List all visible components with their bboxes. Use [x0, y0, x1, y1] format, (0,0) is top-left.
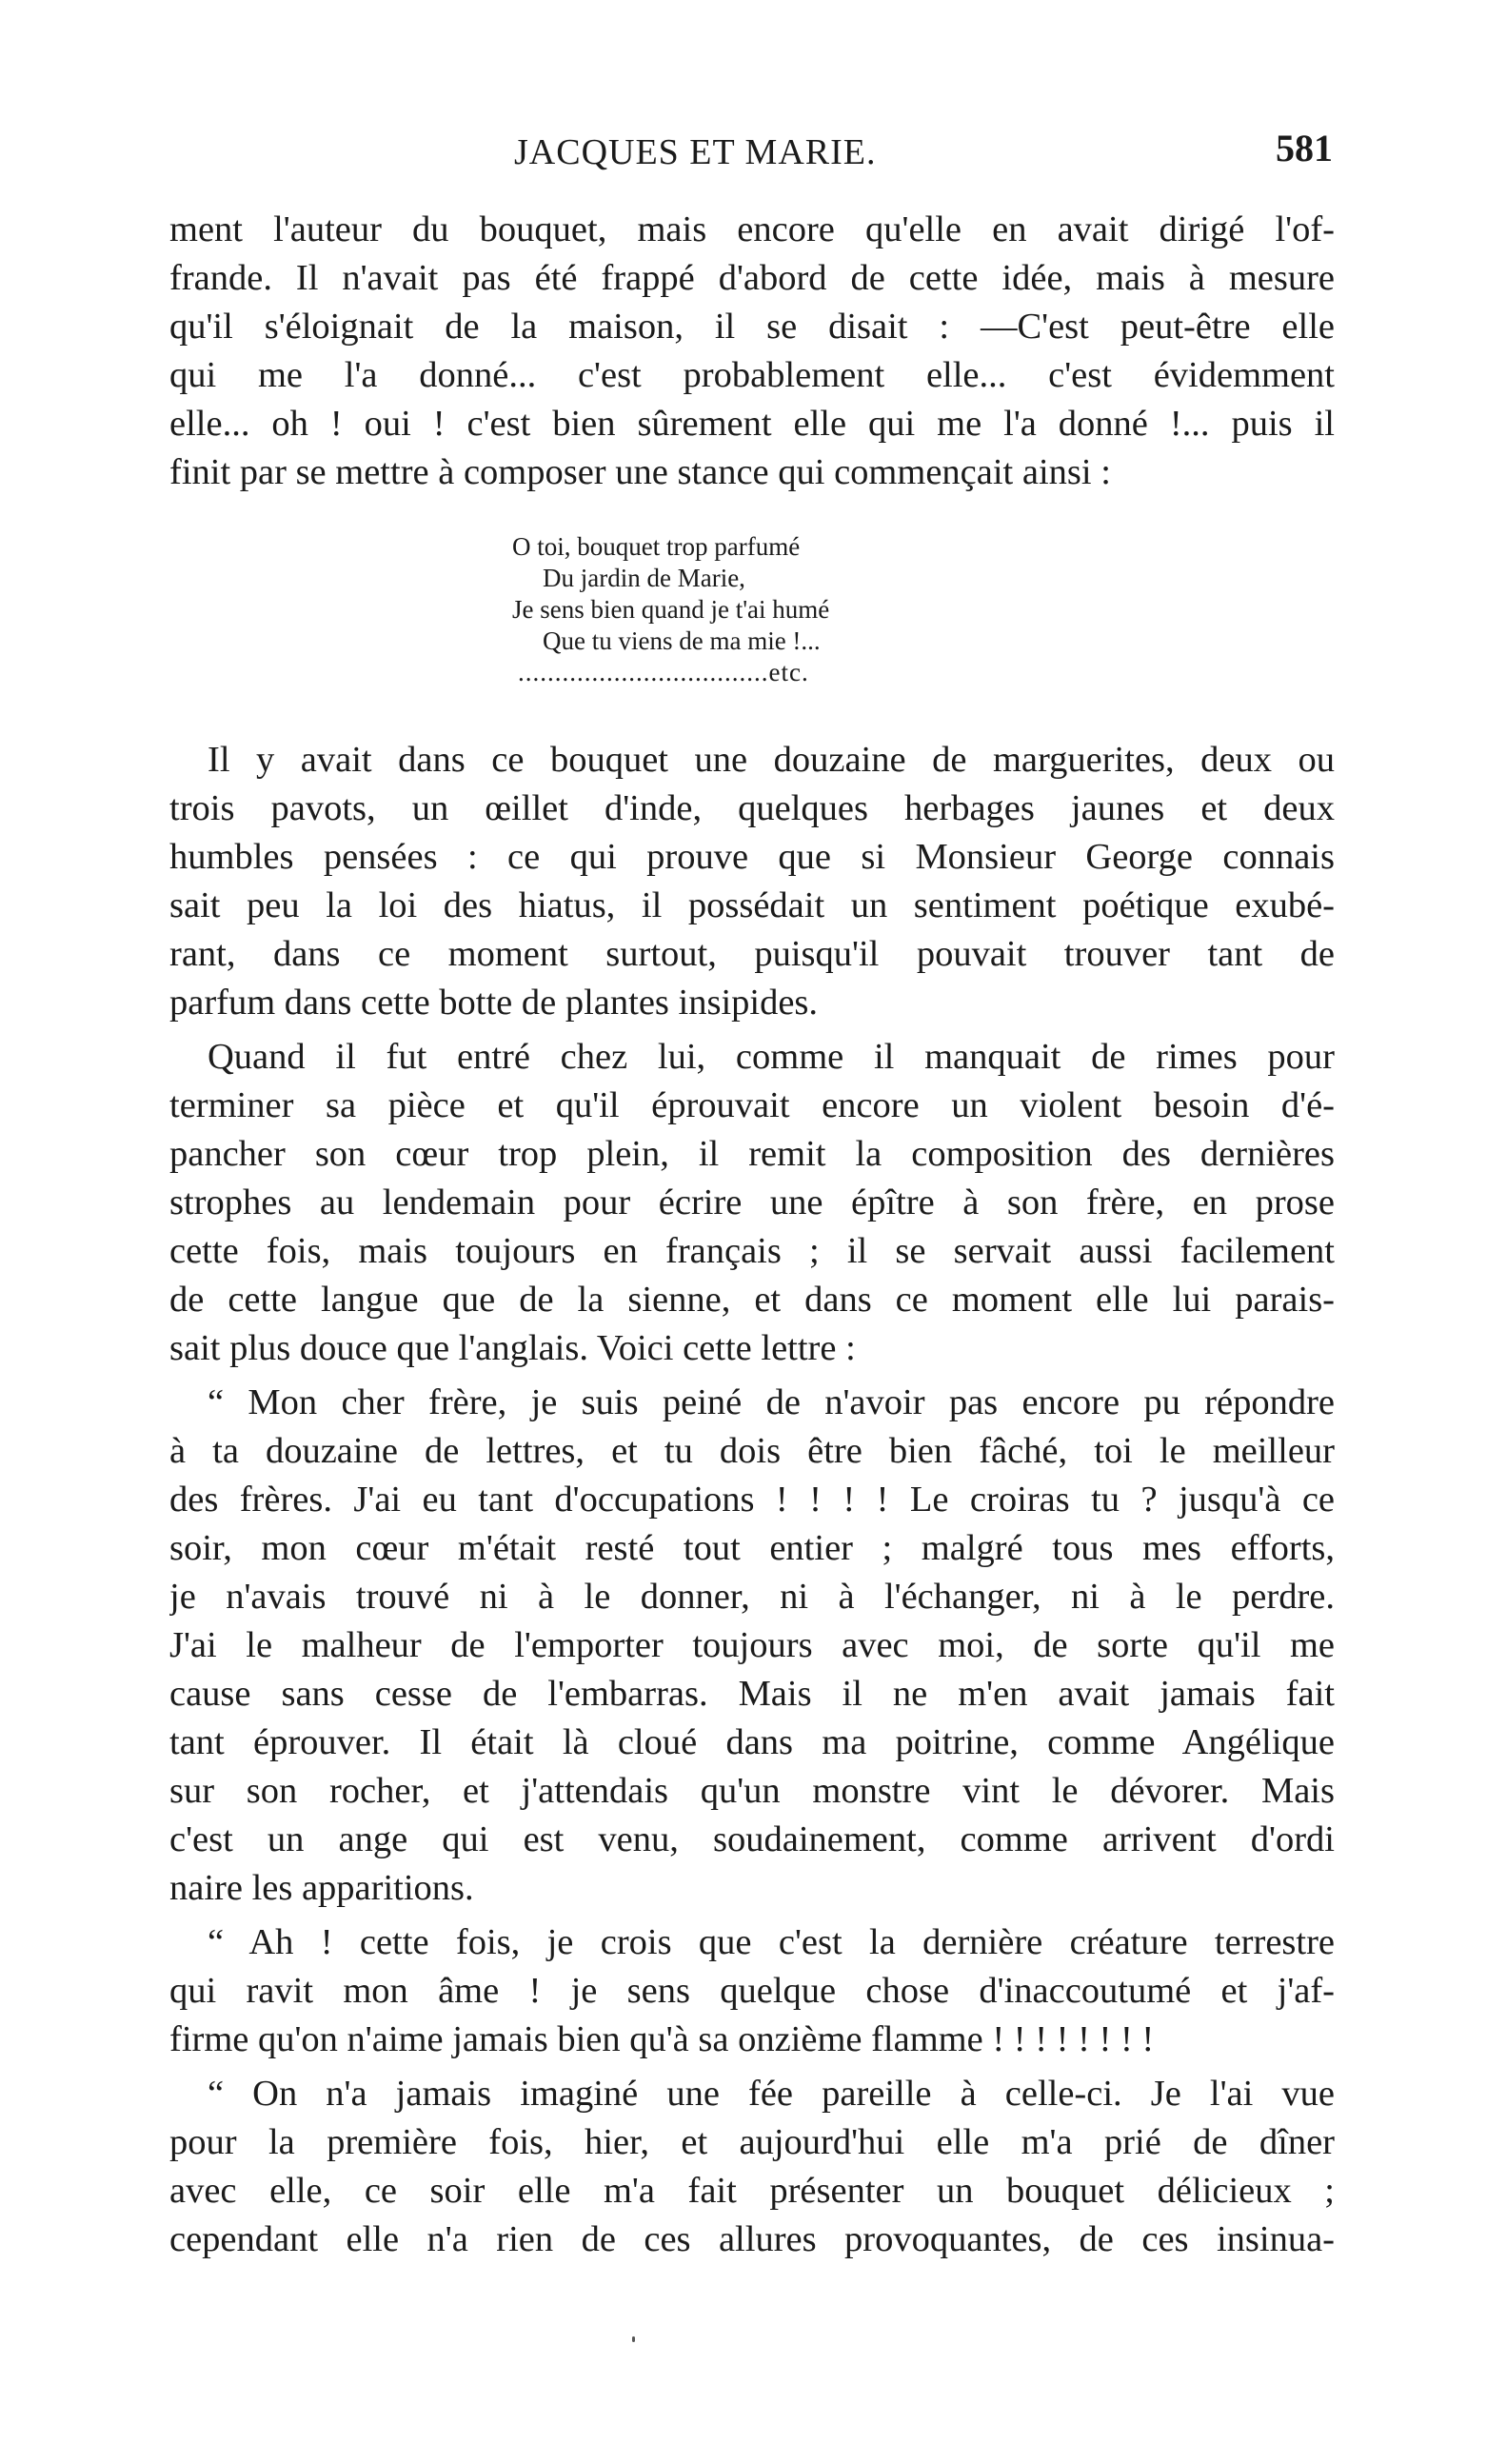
- text-line: tant éprouver. Il était là cloué dans ma poitrine, comme Angélique: [169, 1722, 1335, 1762]
- page-number: 581: [1276, 127, 1333, 169]
- paragraph-5: [169, 1918, 1335, 2064]
- text-line: frande. Il n'avait pas été frappé d'abord de cette idée, mais à mesure: [169, 258, 1335, 298]
- verse-line: ..................................etc.: [518, 658, 809, 686]
- paragraph-1: [169, 206, 1335, 497]
- text-line: sait plus douce que l'anglais. Voici cette lettre :: [169, 1328, 856, 1368]
- verse-line: Je sens bien quand je t'ai humé: [512, 595, 830, 624]
- text-line: des frères. J'ai eu tant d'occupations ! ! ! ! Le croiras tu ? jusqu'à ce: [169, 1480, 1335, 1520]
- verse-line: O toi, bouquet trop parfumé: [512, 532, 801, 561]
- text-line: de cette langue que de la sienne, et dans ce moment elle lui parais-: [169, 1280, 1335, 1320]
- text-line: parfum dans cette botte de plantes insipides.: [169, 983, 819, 1023]
- verse-line: Du jardin de Marie,: [543, 564, 745, 592]
- text-line: humbles pensées : ce qui prouve que si Monsieur George connais: [169, 837, 1335, 877]
- text-line: qui me l'a donné... c'est probablement elle... c'est évidemment: [169, 355, 1335, 395]
- verse-line: Que tu viens de ma mie !...: [543, 626, 821, 655]
- text-line: Il y avait dans ce bouquet une douzaine de marguerites, deux ou: [208, 740, 1335, 780]
- text-line: cette fois, mais toujours en français ; il se servait aussi facilement: [169, 1231, 1335, 1271]
- text-line: cause sans cesse de l'embarras. Mais il ne m'en avait jamais fait: [169, 1674, 1335, 1714]
- text-line: c'est un ange qui est venu, soudainement, comme arrivent d'ordi: [169, 1819, 1335, 1859]
- text-line: je n'avais trouvé ni à le donner, ni à l'échanger, ni à le perdre.: [169, 1577, 1335, 1617]
- text-line: “ Mon cher frère, je suis peiné de n'avoir pas encore pu répondre: [208, 1382, 1335, 1422]
- text-line: naire les apparitions.: [169, 1868, 474, 1908]
- text-line: sur son rocher, et j'attendais qu'un monstre vint le dévorer. Mais: [169, 1771, 1335, 1811]
- paragraph-6: [169, 2070, 1335, 2264]
- text-line: “ Ah ! cette fois, je crois que c'est la dernière créature terrestre: [208, 1922, 1335, 1962]
- text-line: qu'il s'éloignait de la maison, il se disait : —C'est peut-être elle: [169, 307, 1335, 347]
- text-line: pancher son cœur trop plein, il remit la composition des dernières: [169, 1134, 1335, 1174]
- body-text: [169, 206, 1335, 2264]
- text-line: terminer sa pièce et qu'il éprouvait encore un violent besoin d'é-: [169, 1085, 1335, 1125]
- text-line: soir, mon cœur m'était resté tout entier ; malgré tous mes efforts,: [169, 1528, 1335, 1568]
- text-line: elle... oh ! oui ! c'est bien sûrement elle qui me l'a donné !... puis il: [169, 404, 1335, 444]
- text-line: qui ravit mon âme ! je sens quelque chose d'inaccoutumé et j'af-: [169, 1971, 1335, 2011]
- verse-stanza: [512, 531, 1335, 688]
- ink-speck: [632, 2336, 635, 2342]
- text-line: sait peu la loi des hiatus, il possédait un sentiment poétique exubé-: [169, 885, 1335, 925]
- text-line: à ta douzaine de lettres, et tu dois être bien fâché, toi le meilleur: [169, 1431, 1335, 1471]
- text-line: “ On n'a jamais imaginé une fée pareille à celle-ci. Je l'ai vue: [208, 2074, 1335, 2114]
- text-line: Quand il fut entré chez lui, comme il manquait de rimes pour: [208, 1037, 1335, 1077]
- text-line: avec elle, ce soir elle m'a fait présenter un bouquet délicieux ;: [169, 2171, 1335, 2211]
- text-line: firme qu'on n'aime jamais bien qu'à sa onzième flamme ! ! ! ! ! ! ! !: [169, 2019, 1155, 2059]
- text-line: J'ai le malheur de l'emporter toujours avec moi, de sorte qu'il me: [169, 1625, 1335, 1665]
- paragraph-2: [169, 736, 1335, 1027]
- paragraph-3: [169, 1033, 1335, 1373]
- text-line: strophes au lendemain pour écrire une épître à son frère, en prose: [169, 1182, 1335, 1222]
- text-line: cependant elle n'a rien de ces allures provoquantes, de ces insinua-: [169, 2219, 1335, 2259]
- running-head: [171, 127, 1333, 189]
- text-line: finit par se mettre à composer une stance qui commençait ainsi :: [169, 452, 1111, 492]
- text-line: rant, dans ce moment surtout, puisqu'il pouvait trouver tant de: [169, 934, 1335, 974]
- paragraph-4: [169, 1379, 1335, 1913]
- text-line: trois pavots, un œillet d'inde, quelques herbages jaunes et deux: [169, 788, 1335, 828]
- running-title: JACQUES ET MARIE.: [514, 132, 877, 172]
- text-line: ment l'auteur du bouquet, mais encore qu'elle en avait dirigé l'of-: [169, 209, 1335, 249]
- text-line: pour la première fois, hier, et aujourd'hui elle m'a prié de dîner: [169, 2122, 1335, 2162]
